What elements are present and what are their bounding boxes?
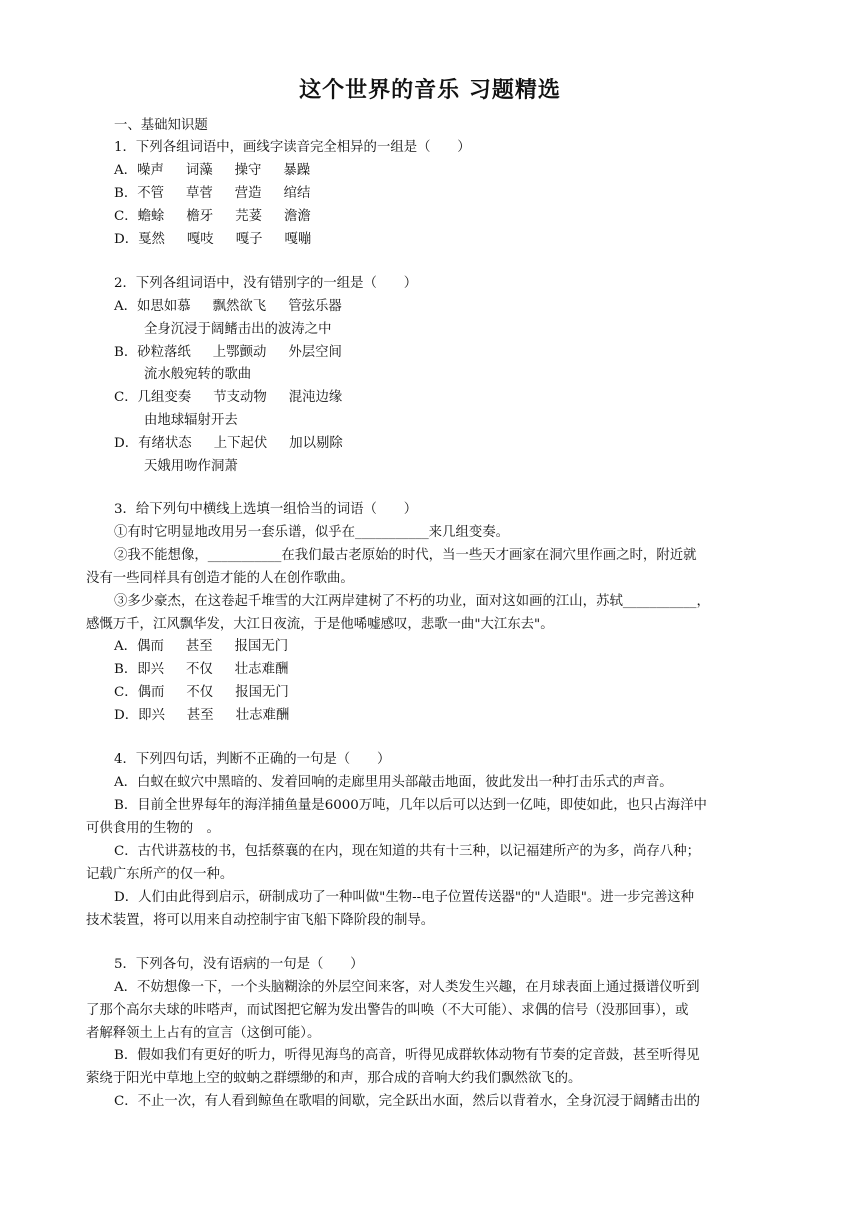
q2-option-b: B．砂粒落纸 上鄂颤动 外层空间	[114, 345, 342, 360]
q1-option-d: D．戛然 嘎吱 嘎子 嘎嘣	[114, 232, 312, 247]
q4-option-d: D．人们由此得到启示，研制成功了一种叫做"生物--电子位置传送器"的"人造眼"。进一步完善这种	[114, 890, 695, 905]
q2-option-d-line2: 天娥用吻作洞萧	[144, 459, 238, 474]
q3-sentence-2-cont: 没有一些同样具有创造才能的人在创作歌曲。	[86, 571, 354, 586]
q3-sentence-2: ②我不能想像，___________在我们最古老原始的时代，当一些天才画家在洞穴里作画之时，附近就	[114, 548, 697, 563]
q4-option-d-cont: 技术装置，将可以用来自动控制宇宙飞船下降阶段的制导。	[86, 913, 435, 928]
section-heading: 一、基础知识题	[114, 118, 208, 133]
q5-option-a: A．不妨想像一下，一个头脑糊涂的外层空间来客，对人类发生兴趣，在月球表面上通过摄谱仪听到	[114, 980, 700, 995]
q2-option-a: A．如思如慕 飘然欲飞 管弦乐器	[114, 299, 342, 314]
q3-sentence-1: ①有时它明显地改用另一套乐谱，似乎在___________来几组变奏。	[114, 525, 510, 540]
page-title: 这个世界的音乐 习题精选	[299, 78, 561, 103]
question-4-stem: 4．下列四句话，判断不正确的一句是（ ）	[114, 752, 391, 767]
q4-option-c: C．古代讲荔枝的书，包括蔡襄的在内，现在知道的共有十三种，以记福建所产的为多，尚存八种；	[114, 844, 701, 859]
q4-option-b: B．目前全世界每年的海洋捕鱼量是6000万吨，几年以后可以达到一亿吨，即使如此，也只占海洋中	[114, 798, 707, 813]
q2-option-d: D．有绪状态 上下起伏 加以剔除	[114, 436, 343, 451]
q2-option-b-line2: 流水般宛转的歌曲	[144, 367, 252, 382]
question-5-stem: 5．下列各句，没有语病的一句是（ ）	[114, 957, 364, 972]
q5-option-b: B．假如我们有更好的听力，听得见海鸟的高音，听得见成群软体动物有节奏的定音鼓，甚至听得见	[114, 1048, 700, 1063]
q3-option-b: B．即兴 不仅 壮志难酬	[114, 662, 289, 677]
q3-sentence-3: ③多少豪杰，在这卷起千堆雪的大江两岸建树了不朽的功业，面对这如画的江山，苏轼___________，	[114, 594, 710, 609]
q1-option-a: A．噪声 词藻 操守 暴躁	[114, 163, 311, 178]
q1-option-c: C．蟾蜍 檐牙 芫荽 澹澹	[114, 209, 311, 224]
q2-option-c-line2: 由地球辐射开去	[144, 413, 238, 428]
question-1-stem: 1．下列各组词语中，画线字读音完全相异的一组是（ ）	[114, 140, 471, 155]
question-3-stem: 3．给下列句中横线上选填一组恰当的词语（ ）	[114, 502, 418, 517]
q3-option-a: A．偶而 甚至 报国无门	[114, 639, 289, 654]
q5-option-c: C．不止一次，有人看到鲸鱼在歌唱的间歇，完全跃出水面，然后以背着水，全身沉浸于阔鳍击出的	[114, 1094, 701, 1109]
q2-option-c: C．几组变奏 节支动物 混沌边缘	[114, 390, 343, 405]
q5-option-a-cont-1: 了那个高尔夫球的咔嗒声，而试图把它解为发出警告的叫唤（不大可能）、求偶的信号（没那回事），或	[86, 1003, 689, 1018]
q1-option-b: B．不管 草菅 营造 绾结	[114, 186, 311, 201]
q3-sentence-3-cont: 感慨万千，江风飘华发，大江日夜流，于是他唏嘘感叹，悲歌一曲"大江东去"。	[86, 617, 554, 632]
q5-option-a-cont-2: 者解释领土上占有的宣言（这倒可能）。	[86, 1026, 321, 1041]
q2-option-a-line2: 全身沉浸于阔鳍击出的波涛之中	[144, 322, 332, 337]
q4-option-a: A．白蚁在蚁穴中黑暗的、发着回响的走廊里用头部敲击地面，彼此发出一种打击乐式的声音。	[114, 775, 673, 790]
question-2-stem: 2．下列各组词语中，没有错别字的一组是（ ）	[114, 276, 418, 291]
q4-option-b-cont: 可供食用的生物的 。	[86, 821, 220, 836]
q3-option-d: D．即兴 甚至 壮志难酬	[114, 708, 290, 723]
q3-option-c: C．偶而 不仅 报国无门	[114, 685, 289, 700]
q5-option-b-cont: 萦绕于阳光中草地上空的蚊蚋之群缥缈的和声，那合成的音响大约我们飘然欲飞的。	[86, 1071, 582, 1086]
q4-option-c-cont: 记载广东所产的仅一种。	[86, 867, 234, 882]
